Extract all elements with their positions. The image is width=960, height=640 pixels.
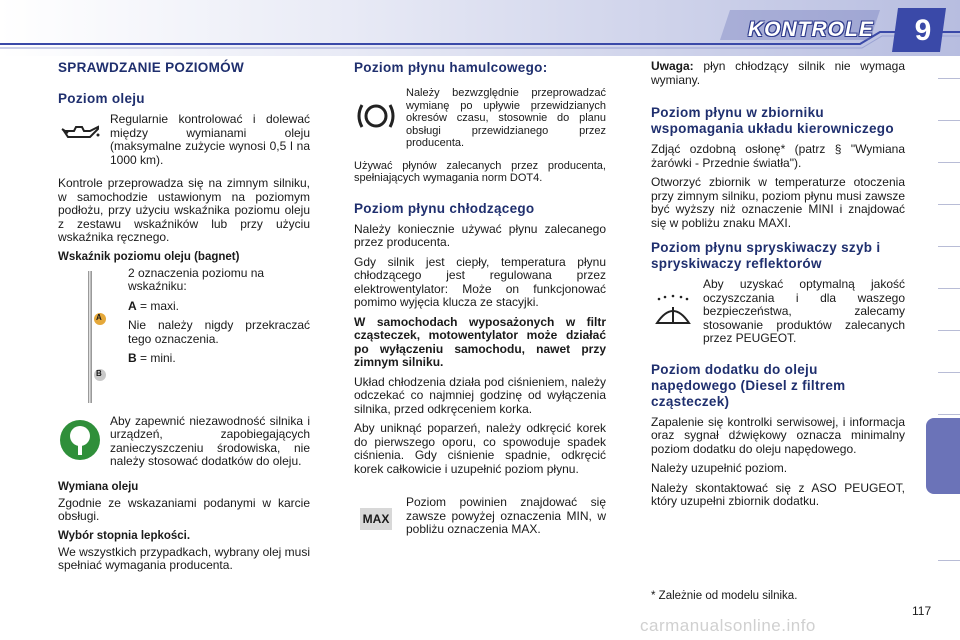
- chapter-tabs: [934, 60, 960, 620]
- additive-text-3: Należy skontaktować się z ASO PEUGEOT, który uzupełni zbiornik dodatku.: [651, 480, 905, 508]
- oil-can-icon: [58, 113, 102, 153]
- coolant-text-1: Należy koniecznie używać płynu zalecanego przez producenta.: [354, 221, 606, 249]
- oil-check-text: Regularnie kontrolować i dolewać między wymianami oleju (maksymalne zużycie wynosi 0,5 l na 1000 km).: [110, 112, 310, 167]
- brake-fluid-text: Używać płynów zalecanych przez producenta, spełniających wymagania norm DOT4.: [354, 159, 606, 184]
- viscosity-heading: Wybór stopnia lepkości.: [58, 529, 191, 542]
- coolant-text-3: Układ chłodzenia działa pod ciśnieniem, należy odczekać co najmniej godzinę od wyłączenia silnika, przed odkręceniem korka.: [354, 374, 606, 416]
- washer-fluid-heading: Poziom płynu spryskiwaczy szyb i spryskiwaczy reflektorów: [651, 240, 881, 271]
- additive-text-2: Należy uzupełnić poziom.: [651, 461, 788, 475]
- coolant-warning-bold: W samochodach wyposażonych w filtr cząsteczek, motowentylator może działać po wyłączeniu samochodu, nawet przy zimnym silniku.: [354, 314, 606, 369]
- oil-change-heading: Wymiana oleju: [58, 480, 139, 493]
- brake-warning-icon: [354, 87, 398, 145]
- chapter-title: KONTROLE: [748, 18, 874, 41]
- additive-text-1: Zapalenie się kontrolki serwisowej, i informacja oraz sygnał dźwiękowy oznacza minimalny poziom dodatku do oleju napędowego.: [651, 414, 905, 456]
- power-steering-text-2: Otworzyć zbiornik w temperaturze otoczenia przy zimnym silniku, poziom płynu musi zawsze być wyższy niż oznaczenie MINI i znajdować się w pobliżu znaku MAXI.: [651, 175, 905, 230]
- dipstick-intro: 2 oznaczenia poziomu na wskaźniku:: [128, 265, 265, 293]
- power-steering-heading: Poziom płynu w zbiorniku wspomagania układu kierowniczego: [651, 105, 894, 136]
- oil-change-text: Zgodnie ze wskazaniami podanymi w karcie obsługi.: [58, 495, 310, 523]
- column-3: [651, 60, 905, 515]
- brake-fluid-heading: Poziom płynu hamulcowego:: [354, 60, 548, 75]
- footnote: * Zależnie od modelu silnika.: [651, 590, 798, 602]
- washer-icon: [651, 278, 695, 348]
- oil-procedure-text: Kontrole przeprowadza się na zimnym silniku, w samochodzie ustawionym na poziomym podłożu, przy użyciu wskaźnika poziomu oleju z zestawu wskaźników lub przy użyciu wskaźnika ręcznego.: [58, 176, 310, 244]
- coolant-text-4: Aby uniknąć poparzeń, należy odkręcić korek do pierwszego oporu, co spowoduje spadek ciśnienia. Gdy ciśnienie spadnie, odkręcić korek całkowicie i uzupełnić poziom płynu.: [354, 421, 606, 476]
- additive-heading: Poziom dodatku do oleju napędowego (Diesel z filtrem cząsteczek): [651, 361, 846, 409]
- environment-text: Aby zapewnić niezawodność silnika i urządzeń, zapobiegających zanieczyszczeniu środowiska, nie należy stosować dodatków do oleju.: [110, 413, 310, 468]
- environment-tree-icon: [58, 415, 102, 465]
- coolant-note: Uwaga: płyn chłodzący silnik nie wymaga wymiany.: [651, 59, 905, 87]
- active-chapter-tab[interactable]: [926, 418, 960, 494]
- mark-a-warning: Nie należy nigdy przekraczać tego oznaczenia.: [128, 318, 310, 346]
- dipstick-illustration: [58, 267, 120, 407]
- section-title: SPRAWDZANIE POZIOMÓW: [58, 60, 244, 75]
- washer-fluid-text: Aby uzyskać optymalną jakość oczyszczania i dla waszego bezpieczeństwa, zalecamy stosowanie produktów zalecanych przez PEUGEOT.: [703, 277, 905, 345]
- page-number: 117: [912, 604, 932, 618]
- dipstick-label-b: B: [96, 368, 102, 378]
- coolant-heading: Poziom płynu chłodzącego: [354, 200, 535, 216]
- column-1: [58, 60, 310, 579]
- oil-level-heading: Poziom oleju: [58, 91, 145, 106]
- max-level-icon: MAX: [354, 496, 398, 542]
- watermark: carmanualsonline.info: [640, 616, 816, 635]
- dipstick-label-a: A: [96, 312, 102, 322]
- power-steering-text-1: Zdjąć ozdobną osłonę* (patrz § "Wymiana żarówki - Przednie światła").: [651, 142, 905, 170]
- brake-replace-text: Należy bezwzględnie przeprowadzać wymianę po upływie przewidzianych okresów czasu, stosownie do planu obsługi przewidzianego przez producenta.: [406, 87, 606, 149]
- max-level-text: Poziom powinien znajdować się zawsze powyżej oznaczenia MIN, w pobliżu oznaczenia MAX.: [406, 495, 606, 536]
- coolant-text-2: Gdy silnik jest ciepły, temperatura płynu chłodzącego jest regulowana przez elektrowentylator: Może on funkcjonować pomimo wyjęcia klucza ze stacyjki.: [354, 254, 606, 309]
- dipstick-heading: Wskaźnik poziomu oleju (bagnet): [58, 250, 240, 263]
- column-2: [354, 60, 606, 547]
- chapter-number: 9: [914, 14, 932, 47]
- viscosity-text: We wszystkich przypadkach, wybrany olej musi spełniać wymagania producenta.: [58, 544, 310, 572]
- mark-a-text: A = maxi.: [128, 298, 180, 313]
- mark-b-text: B = mini.: [128, 351, 176, 365]
